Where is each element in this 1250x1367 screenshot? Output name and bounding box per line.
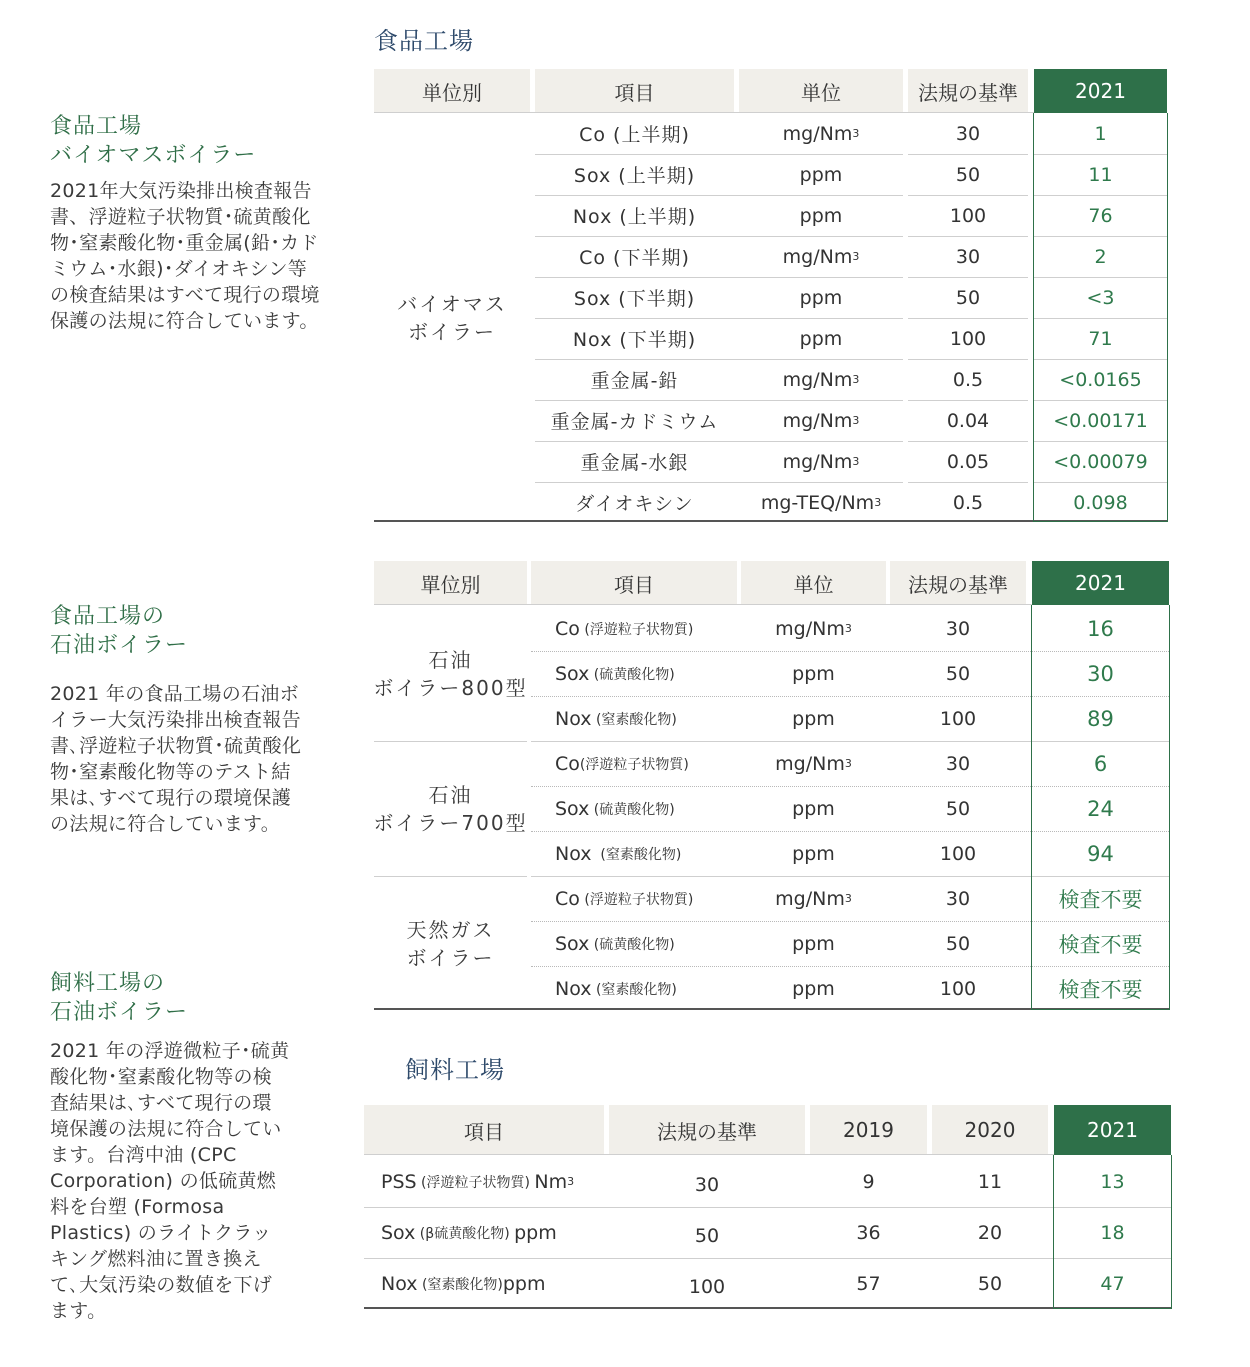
t1-item: 重金属-水銀 [580,452,689,474]
item-note: (硫黄酸化物) [589,666,675,683]
t3-header-0: 項目 [364,1105,604,1155]
t2-header-2: 単位 [741,561,886,605]
t2-value-2021: 検査不要 [1058,887,1143,912]
t3-header-2: 2019 [810,1105,927,1155]
t1-unit [739,195,903,236]
item-text: Co [555,887,580,910]
t2-header-0: 單位別 [374,561,527,605]
t3-header-line [364,1154,1054,1155]
t2-standard: 100 [939,977,977,1000]
t1-value-2021: 0.098 [1073,491,1128,514]
t1-item: Co (下半期) [579,247,690,269]
t2-value-2021: 30 [1087,661,1114,686]
t2-standard: 30 [945,617,971,640]
t3-value-2021: 13 [1100,1170,1125,1193]
t1-value-2021: 76 [1088,204,1113,227]
item-text: Nox [555,842,592,865]
t1-row-line [908,277,1028,278]
t2-value-2021: 89 [1087,706,1114,731]
item-text: Nox [555,707,592,730]
t1-row-line [908,154,1028,155]
item-note: (浮遊粒子状物質) [579,621,694,638]
t1-standard: 0.04 [946,409,990,432]
side1-title [50,112,256,170]
t2-group-line [374,876,527,877]
t2-item [555,966,737,1011]
t1-row-line [908,441,1028,442]
t2-highlight-box [1031,605,1170,1010]
t1-standard: 0.5 [952,368,984,391]
item-text: Sox [381,1221,416,1244]
category-label: バイオマス ボイラー [397,292,507,344]
t1-row-line [535,277,903,278]
unit-text: mg/Nm [782,368,853,391]
t1-value-2021: 71 [1088,327,1113,350]
unit-text: ppm [502,1272,546,1295]
t1-item: Nox (下半期) [572,329,697,351]
unit-text: mg/Nm [782,409,853,432]
unit-superscript: 3 [852,250,860,263]
t3-highlight-box [1053,1155,1172,1309]
t1-header-1: 項目 [535,69,734,113]
t1-row-line [908,400,1028,401]
t1-header-0: 単位別 [374,69,530,113]
t1-row-line [908,236,1028,237]
t2-item [555,921,737,966]
t1-row-line [908,482,1028,483]
t1-value-2021: <0.00079 [1053,450,1148,473]
t2-value-2021: 検査不要 [1058,932,1143,957]
t1-row-line [535,359,903,360]
t2-value-2021: 16 [1087,616,1114,641]
t1-row-line [535,195,903,196]
t3-value-2019: 57 [856,1272,881,1295]
t2-unit [741,831,886,876]
t1-value-2021: 1 [1094,122,1107,145]
t2-group-line [374,741,527,742]
t2-category [374,741,527,876]
t2-standard: 100 [939,707,977,730]
side3-title-line2: 石油ボイラー [50,1000,189,1025]
side1-title-line1: 食品工場 [50,114,143,139]
item-text: PSS [381,1170,417,1193]
t1-row-line [535,482,903,483]
side1-title-line2: バイオマスボイラー [50,143,257,168]
unit-text: ppm [792,707,835,730]
t1-unit [739,318,903,359]
t2-item [555,696,737,741]
unit-superscript: 3 [844,892,852,905]
t3-header-1: 法規の基準 [609,1105,805,1155]
t1-value-2021: <0.00171 [1053,409,1148,432]
side2-title-line1: 食品工場の [50,604,166,629]
t2-value-2021: 24 [1087,796,1114,821]
item-note: (硫黄酸化物) [589,936,675,953]
t2-item [555,786,737,831]
t1-category [374,113,530,523]
item-note: (窒素酸化物) [591,981,677,998]
t1-row-line [535,400,903,401]
t2-unit [741,966,886,1011]
t3-standard: 50 [694,1224,720,1247]
unit-text: ppm [792,977,835,1000]
t2-value-2021: 94 [1087,841,1114,866]
t1-item: 重金属-鉛 [590,370,679,392]
t2-category [374,606,527,741]
side3-title-line1: 飼料工場の [50,971,166,996]
t2-item [555,606,737,651]
t1-row-line [535,441,903,442]
t2-value-2021: 6 [1093,751,1108,776]
t3-row-line [364,1207,1171,1208]
t2-standard: 30 [945,887,971,910]
item-note: (β硫黄酸化物) [415,1225,515,1242]
t2-standard: 50 [945,797,971,820]
section3-title: 飼料工場 [405,1056,505,1084]
t2-item [555,876,737,921]
t2-standard: 30 [945,752,971,775]
unit-text: mg/Nm [782,122,853,145]
t2-item [555,831,737,876]
t3-value-2020: 11 [977,1170,1003,1193]
t3-bottom-line [364,1307,1172,1309]
t3-standard: 30 [694,1173,720,1196]
item-text: Co [555,752,580,775]
t2-standard: 50 [945,932,971,955]
t1-item: 重金属-カドミウム [550,411,719,433]
t1-row-line [535,318,903,319]
item-note: (窒素酸化物) [417,1276,503,1293]
unit-superscript: 3 [874,496,882,509]
t3-standard: 100 [688,1275,726,1298]
t1-header-3: 法規の基準 [908,69,1028,113]
t2-standard: 100 [939,842,977,865]
item-note: (硫黄酸化物) [589,801,675,818]
t2-header-3: 法規の基準 [890,561,1026,605]
t2-value-2021: 検査不要 [1058,977,1143,1002]
t2-unit [741,876,886,921]
t3-item [381,1207,606,1258]
item-note: (浮遊粒子状物質) [579,756,689,773]
t3-value-2019: 36 [856,1221,881,1244]
t1-standard: 30 [955,245,981,268]
item-text: Nox [555,977,592,1000]
t2-unit [741,696,886,741]
t2-unit [741,921,886,966]
t1-standard: 50 [955,286,981,309]
t2-unit [741,651,886,696]
t1-value-2021: 2 [1094,245,1107,268]
unit-text: ppm [799,163,843,186]
t1-unit [739,154,903,195]
t2-unit [741,741,886,786]
side2-body: 2021 年の食品工場の石油ボイラー大気汚染排出検査報告書､浮遊粒子状物質･硫黄酸化物･窒素酸化物等のテスト結果は､すべて現行の環境保護の法規に符合しています。 [50,683,302,835]
t3-item [381,1156,606,1207]
unit-superscript: 3 [852,414,860,427]
t2-header-1: 項目 [531,561,737,605]
unit-text: ppm [799,327,843,350]
item-text: Co [555,617,580,640]
t2-item [555,741,737,786]
t2-header-line [374,604,1032,605]
t1-standard: 30 [955,122,981,145]
unit-text: ppm [514,1221,557,1244]
unit-text: ppm [792,662,835,685]
t1-header-4: 2021 [1034,69,1167,113]
t1-value-2021: <0.0165 [1059,368,1142,391]
t2-standard: 50 [945,662,971,685]
t1-unit [739,113,903,154]
item-note: (浮遊粒子状物質) [579,891,694,908]
t1-unit [739,236,903,277]
unit-text: mg/Nm [782,450,853,473]
unit-text: ppm [792,842,835,865]
unit-text: mg/Nm [775,752,845,775]
t1-unit [739,400,903,441]
t1-standard: 100 [949,327,987,350]
t3-value-2019: 9 [862,1170,875,1193]
category-label: 天然ガス ボイラー [406,917,495,970]
unit-text: Nm [534,1170,568,1193]
item-note: (窒素酸化物) [591,846,682,863]
t3-header-4: 2021 [1054,1105,1171,1155]
side2-title-line2: 石油ボイラー [50,633,189,658]
unit-text: ppm [799,286,843,309]
t2-category [374,876,527,1011]
category-label: 石油 ボイラー800型 [373,647,528,700]
t1-item: Sox (上半期) [573,165,696,187]
t2-unit [741,786,886,831]
t1-header-2: 単位 [739,69,903,113]
unit-superscript: 3 [852,373,860,386]
section1-title: 食品工場 [374,27,474,55]
t3-value-2020: 50 [977,1272,1003,1295]
unit-text: mg-TEQ/Nm [760,491,875,514]
t1-unit [739,359,903,400]
t1-value-2021: 11 [1088,163,1113,186]
t1-row-line [535,236,903,237]
t1-item: Co (上半期) [579,124,690,146]
t1-row-line [908,318,1028,319]
item-note: (窒素酸化物) [591,711,677,728]
t1-item: ダイオキシン [575,493,694,515]
unit-superscript: 3 [852,455,860,468]
unit-text: mg/Nm [775,617,845,640]
t1-item: Nox (上半期) [572,206,697,228]
t1-unit [739,277,903,318]
side2-title [50,602,188,660]
t2-header-4: 2021 [1032,561,1169,605]
unit-superscript: 3 [567,1175,575,1188]
t3-row-line [364,1258,1171,1259]
t1-standard: 0.05 [946,450,990,473]
t3-item [381,1258,606,1309]
t1-row-line [908,195,1028,196]
t1-value-2021: <3 [1086,286,1115,309]
unit-superscript: 3 [844,757,852,770]
unit-text: mg/Nm [775,887,845,910]
t1-row-line [535,154,903,155]
item-text: Sox [555,932,590,955]
t1-highlight-box [1033,113,1168,522]
item-text: Sox [555,797,590,820]
t1-row-line [908,359,1028,360]
t3-value-2021: 18 [1100,1221,1125,1244]
t1-item: Sox (下半期) [573,288,696,310]
t3-header-3: 2020 [932,1105,1048,1155]
t1-unit [739,482,903,523]
t3-value-2021: 47 [1100,1272,1125,1295]
unit-superscript: 3 [852,127,860,140]
t1-standard: 50 [955,163,981,186]
t2-item [555,651,737,696]
item-text: Sox [555,662,590,685]
t3-value-2020: 20 [977,1221,1003,1244]
item-note: (浮遊粒子状物質) [416,1174,535,1191]
unit-text: ppm [799,204,843,227]
category-label: 石油 ボイラー700型 [373,782,528,835]
t1-standard: 100 [949,204,987,227]
unit-text: mg/Nm [782,245,853,268]
unit-text: ppm [792,797,835,820]
t2-unit [741,606,886,651]
item-text: Nox [381,1272,418,1295]
t1-unit [739,441,903,482]
side3-body: 2021 年の浮遊微粒子･硫黄酸化物･窒素酸化物等の検査結果は､すべて現行の環境保護の法規に符合しています。台湾中油 (CPC Corporation) の低硫黄燃料を台塑 (Formosa Plastics) のライトクラッキング燃料油に置き換えて､大気汚染の数値を下げます。 [50,1040,290,1322]
side3-title [50,969,188,1027]
unit-text: ppm [792,932,835,955]
t1-standard: 0.5 [952,491,984,514]
unit-superscript: 3 [844,622,852,635]
side1-body: 2021年大気汚染排出検査報告書、浮遊粒子状物質･硫黄酸化物･窒素酸化物･重金属(鉛･カドミウム･水銀)･ダイオキシン等の検査結果はすべて現行の環境保護の法規に符合しています。 [50,180,320,332]
